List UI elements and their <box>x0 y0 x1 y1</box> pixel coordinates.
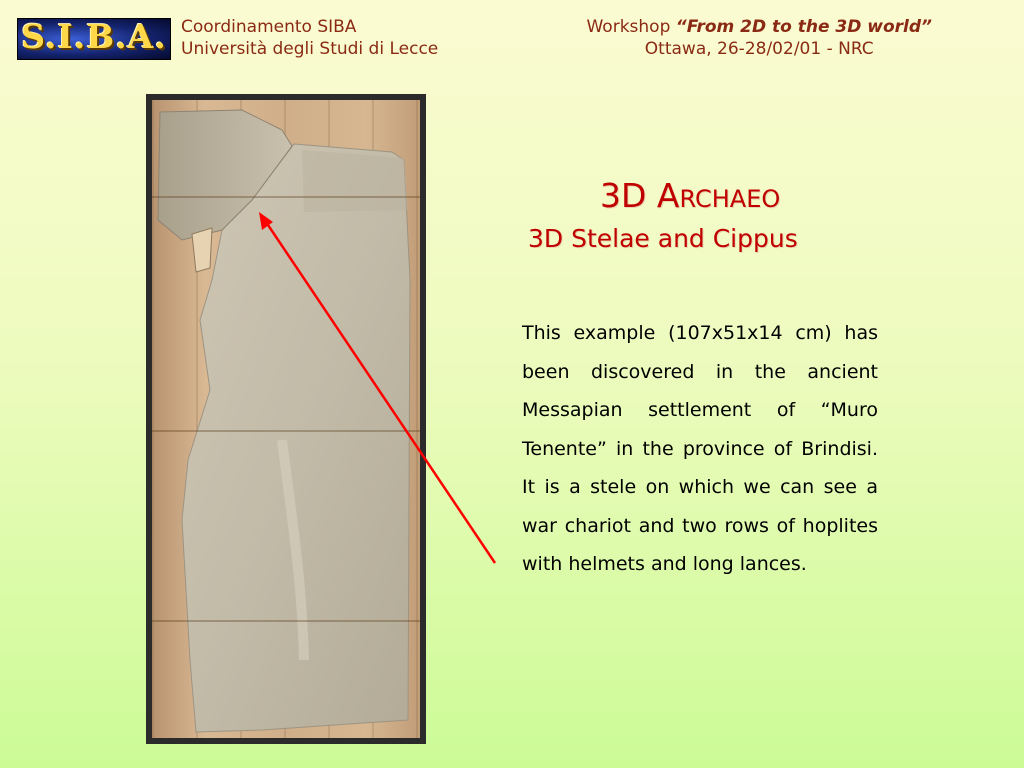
header-workshop-title: “From 2D to the 3D world” <box>675 17 932 37</box>
header-left <box>181 16 438 60</box>
siba-logo <box>17 18 171 60</box>
title-prefix: 3D <box>600 176 657 215</box>
header-workshop-line <box>586 16 932 38</box>
logo-text: S.I.B.A. <box>21 18 167 56</box>
title-rest: RCHAEO <box>679 185 781 213</box>
header-right <box>586 16 932 60</box>
wood-slat-line <box>152 620 420 622</box>
wood-slat-line <box>152 430 420 432</box>
description-paragraph: This example (107x51x14 cm) has been discovered in the ancient Messapian settlement of “Muro Tenente” in the province of Brindisi. It is a stele on which we can see a war chariot and two rows of hoplites with helmets and long lances. <box>522 322 878 575</box>
header-org: Coordinamento SIBA <box>181 17 357 37</box>
header-event-info: Ottawa, 26-28/02/01 - NRC <box>644 39 874 59</box>
wood-slat-line <box>152 196 420 198</box>
header-university: Università degli Studi di Lecce <box>181 39 439 59</box>
title-cap: A <box>656 176 680 215</box>
stele-photo <box>152 100 420 738</box>
slide-subtitle: 3D Stelae and Cippus <box>528 224 798 253</box>
slide-title <box>600 176 780 219</box>
header-workshop-label: Workshop <box>586 17 676 37</box>
